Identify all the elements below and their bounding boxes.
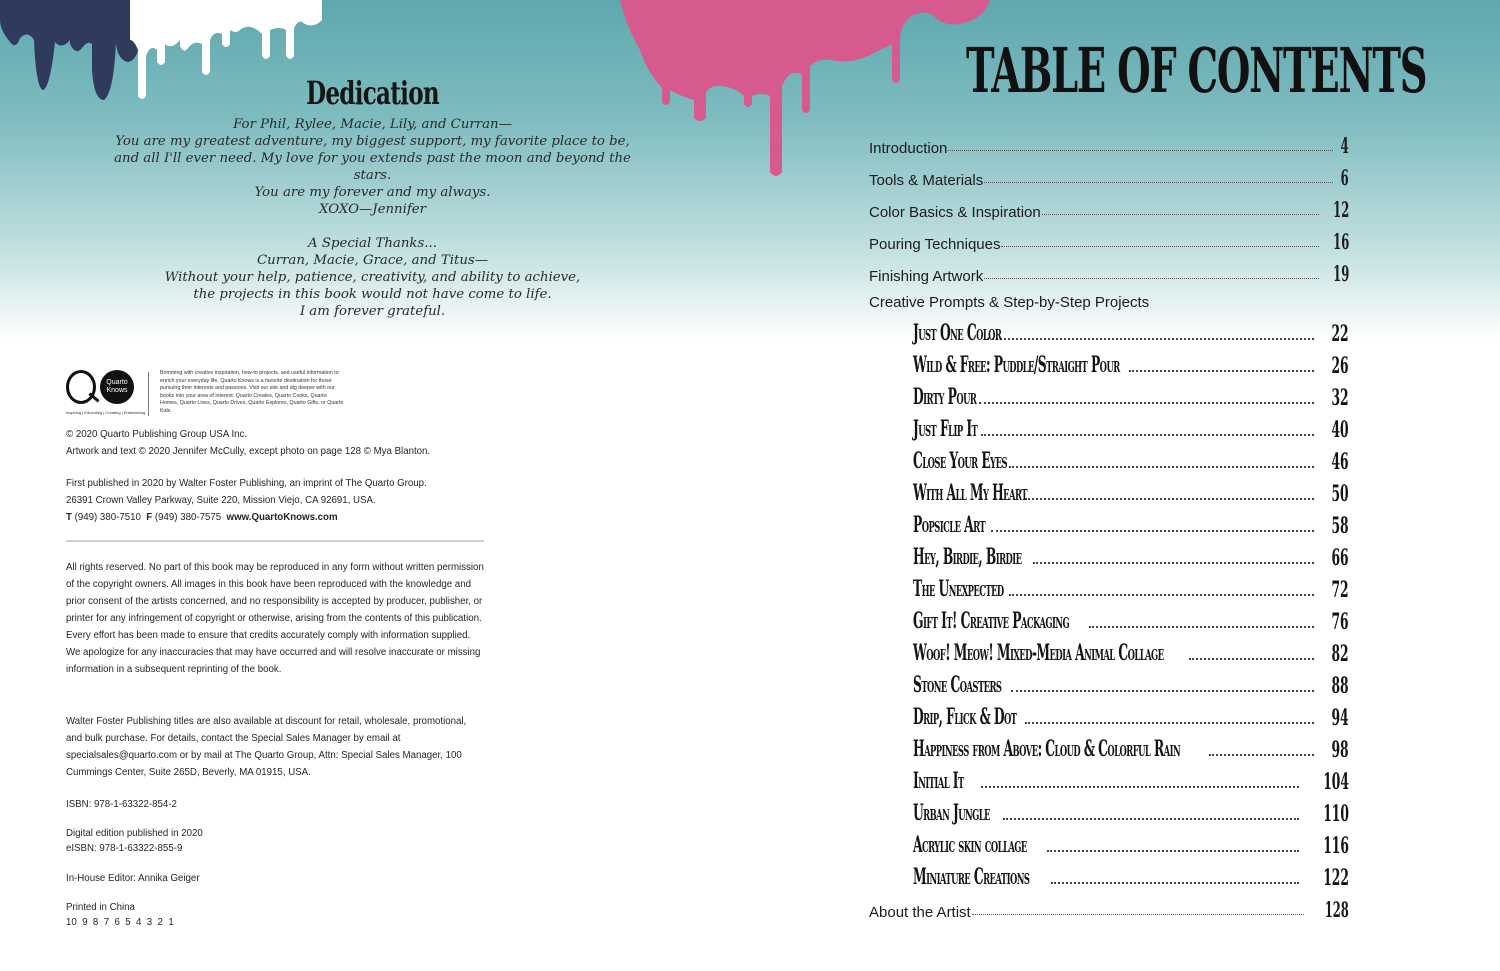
toc-leader-dots bbox=[987, 337, 1314, 340]
thanks-line: I am forever grateful. bbox=[299, 304, 446, 319]
copyright-block bbox=[66, 426, 496, 460]
special-sales-paragraph: Walter Foster Publishing titles are also available at discount for retail, wholesale, promotional, and bulk purchase. For details, contact the Special Sales Manager by email at specialsales@quarto.com or by mail at The Quarto Group, Attn: Special Sales Manager, 100 Cummings Center, Suite 265D, Beverly, MA 01915, USA. bbox=[66, 716, 467, 778]
contact-line bbox=[66, 509, 496, 526]
phone-number: (949) 380-7510 bbox=[74, 512, 141, 523]
toc-entry-about-artist[interactable] bbox=[869, 897, 1349, 921]
logo-tagline: Inspiring | Educating | Creating | Entertaining bbox=[66, 410, 146, 415]
fax-label: F bbox=[146, 512, 153, 523]
thanks-heading: A Special Thanks... bbox=[308, 236, 437, 251]
toc-project-label: Acrylic skin collage bbox=[913, 832, 1027, 858]
quarto-knows-logo-block bbox=[66, 370, 346, 420]
toc-leader-dots bbox=[1033, 561, 1314, 564]
publisher-address: 26391 Crown Valley Parkway, Suite 220, Mission Viejo, CA 92691, USA. bbox=[66, 495, 376, 506]
toc-project-page: 94 bbox=[1331, 705, 1349, 731]
toc-entry-page: 6 bbox=[1340, 165, 1349, 190]
toc-project-entry[interactable] bbox=[913, 800, 1349, 826]
toc-leader-dots bbox=[972, 913, 1304, 915]
dedication-line: You are my forever and my always. bbox=[254, 185, 491, 200]
toc-project-page: 40 bbox=[1331, 417, 1349, 443]
dedication-signature: XOXO—Jennifer bbox=[318, 202, 427, 217]
toc-project-page: 32 bbox=[1331, 385, 1349, 411]
toc-project-page: 82 bbox=[1331, 641, 1349, 667]
toc-project-label: Woof! Meow! Mixed-Media Animal Collage bbox=[913, 640, 1164, 666]
toc-project-page: 110 bbox=[1323, 801, 1349, 827]
eisbn: eISBN: 978-1-63322-855-9 bbox=[66, 843, 183, 854]
divider-rule bbox=[66, 540, 484, 542]
toc-project-page: 50 bbox=[1331, 481, 1349, 507]
toc-leader-dots bbox=[1001, 245, 1318, 247]
toc-project-label: Stone Coasters bbox=[913, 672, 1002, 698]
toc-project-label: Urban Jungle bbox=[913, 800, 990, 826]
toc-project-entry[interactable] bbox=[913, 384, 1349, 410]
toc-leader-dots bbox=[984, 277, 1319, 279]
artwork-credit: Artwork and text © 2020 Jennifer McCully, except photo on page 128 © Mya Blanton. bbox=[66, 446, 431, 457]
dedication-line: You are my greatest adventure, my biggest support, my favorite place to be, bbox=[115, 134, 630, 149]
toc-project-label: Initial It bbox=[913, 768, 964, 794]
toc-project-entry[interactable] bbox=[913, 448, 1349, 474]
toc-leader-dots bbox=[1047, 849, 1299, 852]
toc-entry-label: Pouring Techniques bbox=[869, 236, 1001, 253]
toc-leader-dots bbox=[979, 401, 1314, 404]
dedication-line: and all I'll ever need. My love for you extends past the moon and beyond the stars. bbox=[114, 151, 631, 183]
toc-entry-label: Color Basics & Inspiration bbox=[869, 204, 1041, 221]
toc-project-entry[interactable] bbox=[913, 864, 1349, 890]
print-line: 10 9 8 7 6 5 4 3 2 1 bbox=[66, 917, 174, 928]
toc-leader-dots bbox=[991, 529, 1314, 532]
toc-project-label: Happiness from Above: Cloud & Colorful Rain bbox=[913, 736, 1181, 762]
toc-project-entry[interactable] bbox=[913, 544, 1349, 570]
logo-name-knows: Knows bbox=[106, 387, 128, 394]
printing-block bbox=[66, 900, 496, 930]
quarto-knows-badge bbox=[100, 370, 134, 404]
toc-leader-dots bbox=[1011, 689, 1314, 692]
phone-label: T bbox=[66, 512, 72, 523]
digital-edition-block bbox=[66, 826, 496, 856]
toc-project-entry[interactable] bbox=[913, 576, 1349, 602]
toc-project-entry[interactable] bbox=[913, 512, 1349, 538]
toc-leader-dots bbox=[1209, 753, 1314, 756]
toc-leader-dots bbox=[1025, 721, 1314, 724]
toc-project-page: 122 bbox=[1323, 865, 1349, 891]
toc-entry[interactable] bbox=[869, 133, 1349, 157]
isbn: ISBN: 978-1-63322-854-2 bbox=[66, 799, 177, 810]
toc-leader-dots bbox=[1003, 817, 1299, 820]
toc-project-page: 72 bbox=[1331, 577, 1349, 603]
printed-in: Printed in China bbox=[66, 902, 135, 913]
publication-block bbox=[66, 475, 496, 526]
toc-project-label: Just Flip It bbox=[913, 416, 978, 442]
toc-leader-dots bbox=[1051, 881, 1299, 884]
toc-leader-dots bbox=[984, 181, 1333, 183]
dedication-line: For Phil, Rylee, Macie, Lily, and Curran— bbox=[233, 117, 512, 132]
toc-project-label: Hey, Birdie, Birdie bbox=[913, 544, 1022, 570]
toc-project-entry[interactable] bbox=[913, 736, 1349, 762]
toc-project-entry[interactable] bbox=[913, 416, 1349, 442]
toc-entry-page: 16 bbox=[1332, 229, 1349, 254]
toc-leader-dots bbox=[1089, 625, 1314, 628]
website-link[interactable]: www.QuartoKnows.com bbox=[226, 512, 338, 523]
toc-project-page: 104 bbox=[1323, 769, 1349, 795]
digital-edition: Digital edition published in 2020 bbox=[66, 828, 203, 839]
toc-project-page: 98 bbox=[1331, 737, 1349, 763]
toc-project-page: 58 bbox=[1331, 513, 1349, 539]
toc-leader-dots bbox=[1042, 213, 1319, 215]
toc-projects-heading: Creative Prompts & Step-by-Step Projects bbox=[869, 294, 1150, 311]
toc-project-entry[interactable] bbox=[913, 608, 1349, 634]
toc-project-entry[interactable] bbox=[913, 704, 1349, 730]
toc-title: TABLE OF CONTENTS bbox=[966, 34, 1427, 107]
toc-project-entry[interactable] bbox=[913, 768, 1349, 794]
thanks-line: Curran, Macie, Grace, and Titus— bbox=[256, 253, 488, 268]
toc-project-label: The Unexpected bbox=[913, 576, 1004, 602]
toc-entry[interactable] bbox=[869, 165, 1349, 189]
toc-entry-page: 19 bbox=[1332, 261, 1349, 286]
toc-project-entry[interactable] bbox=[913, 672, 1349, 698]
toc-project-label: Just One Color bbox=[913, 320, 1002, 346]
toc-leader-dots bbox=[1129, 369, 1314, 372]
toc-project-label: With All My Heart bbox=[913, 480, 1027, 506]
toc-leader-dots bbox=[1025, 497, 1314, 500]
publisher-blurb: Brimming with creative inspiration, how-to projects, and useful information to enrich your everyday life, Quarto Knows is a favorite destination for those pursuing their interests and passions. Visit our site and dig deeper with our books into your area of interest: Quarto Creates, Quarto Cooks, Quarto Homes, Quarto Lives, Quarto Drives, Quarto Explores, Quarto Gifts, or Quarto Kids. bbox=[160, 370, 344, 414]
rights-paragraph: All rights reserved. No part of this book may be reproduced in any form without written permission of the copyright owners. All images in this book have been reproduced with the knowledge and prior consent of the artists concerned, and no responsibility is accepted by producer, publisher, or printer for any infringement of copyright or otherwise, arising from the contents of this publication. Every effort has been made to ensure that credits accurately comply with information supplied. We apologize for any inaccuracies that may have occurred and will resolve inaccurate or missing information in a subsequent reprinting of the book. bbox=[66, 562, 484, 675]
fax-number: (949) 380-7575 bbox=[154, 512, 222, 523]
thanks-line: Without your help, patience, creativity, and ability to achieve, bbox=[164, 270, 581, 285]
toc-leader-dots bbox=[981, 785, 1299, 788]
toc-project-entry[interactable] bbox=[913, 832, 1349, 858]
logo-divider bbox=[148, 372, 149, 416]
logo-name-quarto: Quarto bbox=[106, 379, 128, 386]
toc-entry-label: Tools & Materials bbox=[869, 172, 984, 189]
toc-project-label: Gift It! Creative Packaging bbox=[913, 608, 1070, 634]
toc-leader-dots bbox=[948, 149, 1333, 151]
toc-project-page: 66 bbox=[1331, 545, 1349, 571]
toc-entry[interactable] bbox=[869, 197, 1349, 221]
toc-project-label: Miniature Creations bbox=[913, 864, 1030, 890]
toc-project-label: Dirty Pour bbox=[913, 384, 977, 410]
thanks-line: the projects in this book would not have come to life. bbox=[193, 287, 552, 302]
toc-entry-page: 4 bbox=[1340, 133, 1349, 158]
toc-entry-page: 128 bbox=[1324, 897, 1349, 922]
toc-project-page: 26 bbox=[1331, 353, 1349, 379]
toc-project-page: 116 bbox=[1323, 833, 1349, 859]
in-house-editor: In-House Editor: Annika Geiger bbox=[66, 873, 200, 884]
toc-project-entry[interactable] bbox=[913, 640, 1349, 666]
toc-project-page: 22 bbox=[1331, 321, 1349, 347]
toc-leader-dots bbox=[981, 433, 1314, 436]
dedication-section bbox=[100, 74, 645, 320]
toc-project-label: Popsicle Art bbox=[913, 512, 986, 538]
toc-entry-label: Introduction bbox=[869, 140, 948, 157]
toc-project-entry[interactable] bbox=[913, 480, 1349, 506]
toc-project-label: Close Your Eyes bbox=[913, 448, 1007, 474]
dedication-title: Dedication bbox=[306, 74, 439, 112]
spacer bbox=[100, 218, 645, 235]
toc-project-page: 76 bbox=[1331, 609, 1349, 635]
quarto-q-logo bbox=[66, 370, 96, 404]
toc-project-entry[interactable] bbox=[913, 352, 1349, 378]
toc-entry-page: 12 bbox=[1332, 197, 1349, 222]
toc-leader-dots bbox=[1009, 465, 1314, 468]
toc-entry[interactable] bbox=[869, 261, 1349, 285]
toc-project-page: 88 bbox=[1331, 673, 1349, 699]
toc-project-label: Drip, Flick & Dot bbox=[913, 704, 1017, 730]
toc-entry-label: About the Artist bbox=[869, 904, 971, 921]
toc-project-page: 46 bbox=[1331, 449, 1349, 475]
toc-entry-label: Finishing Artwork bbox=[869, 268, 984, 285]
toc-project-label: Wild & Free: Puddle/Straight Pour bbox=[913, 352, 1120, 378]
toc-leader-dots bbox=[1009, 593, 1314, 596]
toc-project-entry[interactable] bbox=[913, 320, 1349, 346]
first-published: First published in 2020 by Walter Foster Publishing, an imprint of The Quarto Group. bbox=[66, 478, 427, 489]
toc-entry[interactable] bbox=[869, 229, 1349, 253]
copyright-line: © 2020 Quarto Publishing Group USA Inc. bbox=[66, 429, 248, 440]
toc-leader-dots bbox=[1189, 657, 1314, 660]
